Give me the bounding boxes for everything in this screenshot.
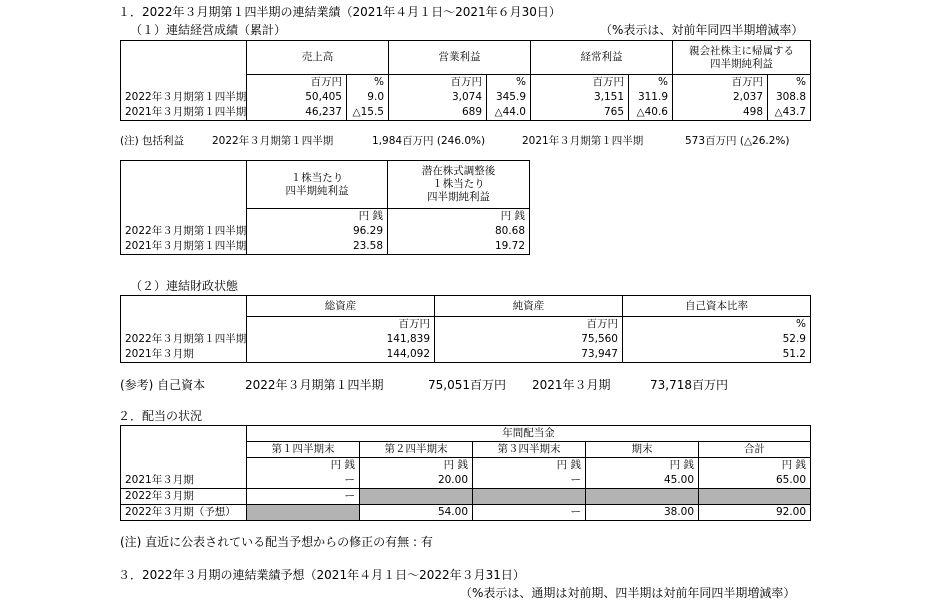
cell: 51.2 bbox=[623, 347, 811, 363]
table-row bbox=[121, 473, 811, 489]
dividend-revision-note: (注) 直近に公表されている配当予想からの修正の有無 : 有 bbox=[120, 535, 433, 549]
unit-cell: 円 銭 bbox=[360, 458, 473, 474]
q1-end-header: 第１四半期末 bbox=[247, 442, 360, 458]
reference-value-2: 73,718百万円 bbox=[650, 378, 728, 392]
cell: 75,560 bbox=[435, 332, 623, 347]
unit-cell: % bbox=[623, 317, 811, 333]
shaded-cell bbox=[473, 489, 586, 505]
diluted-eps-header-line3: 四半期純利益 bbox=[427, 191, 490, 203]
cell: 141,839 bbox=[247, 332, 435, 347]
table-row bbox=[121, 347, 811, 363]
comprehensive-period-1: 2022年３月期第１四半期 bbox=[212, 135, 334, 147]
q3-end-header: 第３四半期末 bbox=[473, 442, 586, 458]
unit-cell: 円 銭 bbox=[586, 458, 699, 474]
total-header: 合計 bbox=[699, 442, 811, 458]
shaded-cell bbox=[586, 489, 699, 505]
comprehensive-value-1: 1,984百万円 (246.0%) bbox=[372, 135, 486, 147]
unit-cell: 百万円 bbox=[247, 317, 435, 333]
table-row bbox=[121, 239, 530, 255]
equity-ratio-header: 自己資本比率 bbox=[623, 296, 811, 317]
reference-period-1: 2022年３月期第１四半期 bbox=[245, 378, 384, 392]
financial-position-table bbox=[120, 295, 811, 363]
diluted-eps-header bbox=[388, 161, 530, 209]
unit-cell: 百万円 bbox=[435, 317, 623, 333]
shaded-cell bbox=[360, 489, 473, 505]
blank-header-cell bbox=[121, 161, 247, 209]
annual-dividend-header: 年間配当金 bbox=[247, 426, 811, 442]
shaded-cell bbox=[699, 489, 811, 505]
blank-unit-cell bbox=[121, 317, 247, 333]
unit-cell: 円 銭 bbox=[473, 458, 586, 474]
net-assets-header: 純資産 bbox=[435, 296, 623, 317]
comprehensive-period-2: 2021年３月期第１四半期 bbox=[522, 135, 644, 147]
blank-unit-cell bbox=[121, 209, 247, 225]
eps-header-line1: １株当たり bbox=[290, 171, 344, 184]
cell: 23.58 bbox=[247, 239, 388, 255]
percent-note: （%表示は、対前年同四半期増減率） bbox=[600, 23, 804, 37]
comprehensive-income-label: (注) 包括利益 bbox=[120, 135, 185, 147]
year-end-header: 期末 bbox=[586, 442, 699, 458]
cell: 52.9 bbox=[623, 332, 811, 347]
cell: 45.00 bbox=[586, 473, 699, 489]
shaded-cell bbox=[247, 505, 360, 521]
blank-header-cell bbox=[121, 442, 247, 458]
row-label: 2022年３月期第１四半期 bbox=[121, 90, 247, 105]
table-row bbox=[121, 332, 811, 347]
cell: 311.9 bbox=[629, 90, 673, 105]
unit-cell: 円 銭 bbox=[247, 458, 360, 474]
cell: △43.7 bbox=[768, 105, 811, 121]
cell: 65.00 bbox=[699, 473, 811, 489]
row-label: 2021年３月期第１四半期 bbox=[121, 105, 247, 121]
unit-cell: 百万円 bbox=[531, 75, 629, 91]
eps-table bbox=[120, 160, 530, 255]
operating-income-header: 営業利益 bbox=[389, 41, 531, 75]
row-label: 2022年３月期（予想） bbox=[121, 505, 247, 521]
diluted-eps-header-line2: １株当たり bbox=[432, 178, 485, 190]
row-label: 2021年３月期 bbox=[121, 347, 247, 363]
cell: △15.5 bbox=[347, 105, 389, 121]
table-row bbox=[121, 105, 811, 121]
unit-cell: 百万円 bbox=[389, 75, 487, 91]
cell: 2,037 bbox=[673, 90, 768, 105]
section2-title: ２．配当の状況 bbox=[118, 409, 203, 423]
net-sales-header: 売上高 bbox=[247, 41, 389, 75]
cell: ー bbox=[473, 473, 586, 489]
cell: ー bbox=[247, 473, 360, 489]
cell: 73,947 bbox=[435, 347, 623, 363]
cell: 3,151 bbox=[531, 90, 629, 105]
unit-cell: 百万円 bbox=[247, 75, 347, 91]
unit-cell: 円 銭 bbox=[247, 209, 388, 225]
section3-title: ３．2022年３月期の連結業績予想（2021年４月１日～2022年３月31日） bbox=[118, 568, 525, 582]
eps-header bbox=[247, 161, 388, 209]
table-row bbox=[121, 224, 530, 239]
row-label: 2022年３月期 bbox=[121, 489, 247, 505]
unit-cell: % bbox=[768, 75, 811, 91]
unit-cell: % bbox=[347, 75, 389, 91]
cell: 92.00 bbox=[699, 505, 811, 521]
cell: 498 bbox=[673, 105, 768, 121]
cell: 38.00 bbox=[586, 505, 699, 521]
cell: ー bbox=[473, 505, 586, 521]
q2-end-header: 第２四半期末 bbox=[360, 442, 473, 458]
net-income-header-line1: 親会社株主に帰属する bbox=[689, 44, 794, 57]
cell: 345.9 bbox=[487, 90, 531, 105]
row-label: 2022年３月期第１四半期 bbox=[121, 224, 247, 239]
cell: 689 bbox=[389, 105, 487, 121]
reference-period-2: 2021年３月期 bbox=[532, 378, 611, 392]
subsection-financial-position-title: （２）連結財政状態 bbox=[130, 279, 239, 293]
unit-cell: % bbox=[629, 75, 673, 91]
cell: 144,092 bbox=[247, 347, 435, 363]
cell: 765 bbox=[531, 105, 629, 121]
row-label: 2021年３月期 bbox=[121, 473, 247, 489]
blank-unit-cell bbox=[121, 75, 247, 91]
cell: 46,237 bbox=[247, 105, 347, 121]
net-income-header bbox=[673, 41, 811, 75]
ordinary-income-header: 経常利益 bbox=[531, 41, 673, 75]
unit-cell: 円 銭 bbox=[699, 458, 811, 474]
cell: 9.0 bbox=[347, 90, 389, 105]
unit-cell: 円 銭 bbox=[388, 209, 530, 225]
table-row bbox=[121, 505, 811, 521]
cell: 50,405 bbox=[247, 90, 347, 105]
cell: △40.6 bbox=[629, 105, 673, 121]
cell: ー bbox=[247, 489, 360, 505]
subsection-operating-results-title: （１）連結経営成績（累計） bbox=[130, 23, 287, 37]
row-label: 2021年３月期第１四半期 bbox=[121, 239, 247, 255]
operating-results-table bbox=[120, 40, 811, 121]
total-assets-header: 総資産 bbox=[247, 296, 435, 317]
reference-value-1: 75,051百万円 bbox=[428, 378, 506, 392]
cell: 96.29 bbox=[247, 224, 388, 239]
blank-header-cell bbox=[121, 296, 247, 317]
cell: 19.72 bbox=[388, 239, 530, 255]
cell: 3,074 bbox=[389, 90, 487, 105]
unit-cell: 百万円 bbox=[673, 75, 768, 91]
unit-cell: % bbox=[487, 75, 531, 91]
eps-header-line2: 四半期純利益 bbox=[285, 184, 349, 197]
cell: 20.00 bbox=[360, 473, 473, 489]
net-income-header-line2: 四半期純利益 bbox=[710, 57, 773, 70]
forecast-percent-note: （%表示は、通期は対前期、四半期は対前年同四半期増減率） bbox=[460, 586, 796, 600]
blank-unit-cell bbox=[121, 458, 247, 474]
dividends-table bbox=[120, 425, 811, 521]
comprehensive-value-2: 573百万円 (△26.2%) bbox=[685, 135, 790, 147]
cell: 308.8 bbox=[768, 90, 811, 105]
row-label: 2022年３月期第１四半期 bbox=[121, 332, 247, 347]
cell: 80.68 bbox=[388, 224, 530, 239]
blank-header-cell bbox=[121, 426, 247, 442]
reference-equity-label: (参考) 自己資本 bbox=[120, 378, 206, 392]
table-row bbox=[121, 489, 811, 505]
diluted-eps-header-line1: 潜在株式調整後 bbox=[421, 165, 496, 177]
table-row bbox=[121, 90, 811, 105]
section1-title: １．2022年３月期第１四半期の連結業績（2021年４月１日～2021年６月30日） bbox=[118, 5, 561, 19]
cell: △44.0 bbox=[487, 105, 531, 121]
blank-header-cell bbox=[121, 41, 247, 75]
cell: 54.00 bbox=[360, 505, 473, 521]
